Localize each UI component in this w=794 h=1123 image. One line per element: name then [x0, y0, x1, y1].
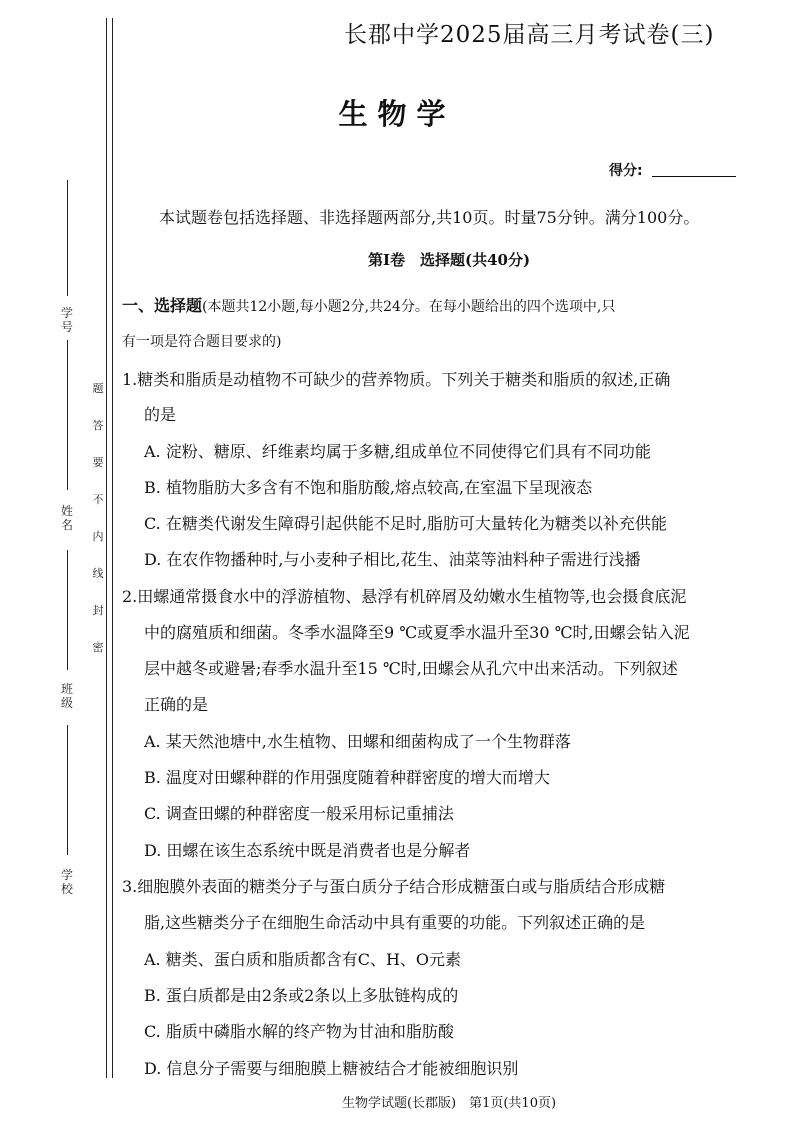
q2-stem-line: 2.田螺通常摄食水中的浮游植物、悬浮有机碎屑及幼嫩水生植物等,也会摄食底泥 [122, 587, 687, 606]
field-student-id-line[interactable] [67, 180, 68, 296]
subject-title: 生物学 [338, 97, 456, 131]
exam-title: 长郡中学2025届高三月考试卷(三) [344, 22, 715, 48]
q2-stem-line: 正确的是 [144, 695, 209, 714]
q2-stem-line: 中的腐殖质和细菌。冬季水温降至9 ℃或夏季水温升至30 ℃时,田螺会钻入泥 [144, 623, 690, 642]
field-name-line[interactable] [67, 340, 68, 490]
binding-rule-outer [106, 18, 107, 1078]
field-class-label: 班级 [60, 682, 73, 710]
q3-stem-line: 3.细胞膜外表面的糖类分子与蛋白质分子结合形成糖蛋白或与脂质结合形成糖 [122, 877, 666, 896]
seal-line-notice: 题 答 要 不 内 线 封 密 [92, 382, 104, 654]
field-name-label: 姓名 [60, 504, 73, 532]
q2-option-d: D. 田螺在该生态系统中既是消费者也是分解者 [144, 841, 471, 860]
field-class-line[interactable] [67, 550, 68, 670]
q3-option-c: C. 脂质中磷脂水解的终产物为甘油和脂肪酸 [144, 1022, 454, 1041]
q1-option-d: D. 在农作物播种时,与小麦种子相比,花生、油菜等油料种子需进行浅播 [144, 550, 641, 569]
q3-option-d: D. 信息分子需要与细胞膜上糖被结合才能被细胞识别 [144, 1059, 519, 1078]
score-input-line[interactable] [652, 176, 736, 177]
q1-stem-line: 1.糖类和脂质是动植物不可缺少的营养物质。下列关于糖类和脂质的叙述,正确 [122, 370, 671, 389]
q2-stem-line: 层中越冬或避暑;春季水温升至15 ℃时,田螺会从孔穴中出来活动。下列叙述 [144, 659, 678, 678]
q2-option-c: C. 调查田螺的种群密度一般采用标记重捕法 [144, 804, 454, 823]
field-school-line[interactable] [67, 725, 68, 855]
intro-text: 本试题卷包括选择题、非选择题两部分,共10页。时量75分钟。满分100分。 [159, 208, 700, 227]
q1-stem-line: 的是 [144, 405, 177, 424]
section-header [122, 296, 615, 317]
q3-option-b: B. 蛋白质都是由2条或2条以上多肽链构成的 [144, 986, 459, 1005]
q1-option-a: A. 淀粉、糖原、纤维素均属于多糖,组成单位不同使得它们具有不同功能 [144, 442, 651, 461]
q1-option-c: C. 在糖类代谢发生障碍引起供能不足时,脂肪可大量转化为糖类以补充供能 [144, 514, 667, 533]
q2-option-a: A. 某天然池塘中,水生植物、田螺和细菌构成了一个生物群落 [144, 732, 571, 751]
section-title: 一、选择题 [122, 296, 203, 315]
field-student-id-label: 学号 [60, 306, 73, 334]
part-title: 第Ⅰ卷 选择题(共40分) [367, 251, 531, 269]
section-desc-line2: 有一项是符合题目要求的) [122, 334, 282, 350]
section-desc-line1: (本题共12小题,每小题2分,共24分。在每小题给出的四个选项中,只 [202, 299, 616, 315]
page-footer: 生物学试题(长郡版) 第1页(共10页) [341, 1096, 557, 1111]
q1-option-b: B. 植物脂肪大多含有不饱和脂肪酸,熔点较高,在室温下呈现液态 [144, 478, 593, 497]
field-school-label: 学校 [60, 868, 73, 896]
q2-option-b: B. 温度对田螺种群的作用强度随着种群密度的增大而增大 [144, 768, 550, 787]
binding-rule-inner [112, 18, 113, 1078]
q3-option-a: A. 糖类、蛋白质和脂质都含有C、H、O元素 [144, 950, 462, 969]
score-label: 得分: [609, 163, 643, 179]
q3-stem-line: 脂,这些糖类分子在细胞生命活动中具有重要的功能。下列叙述正确的是 [144, 913, 646, 932]
